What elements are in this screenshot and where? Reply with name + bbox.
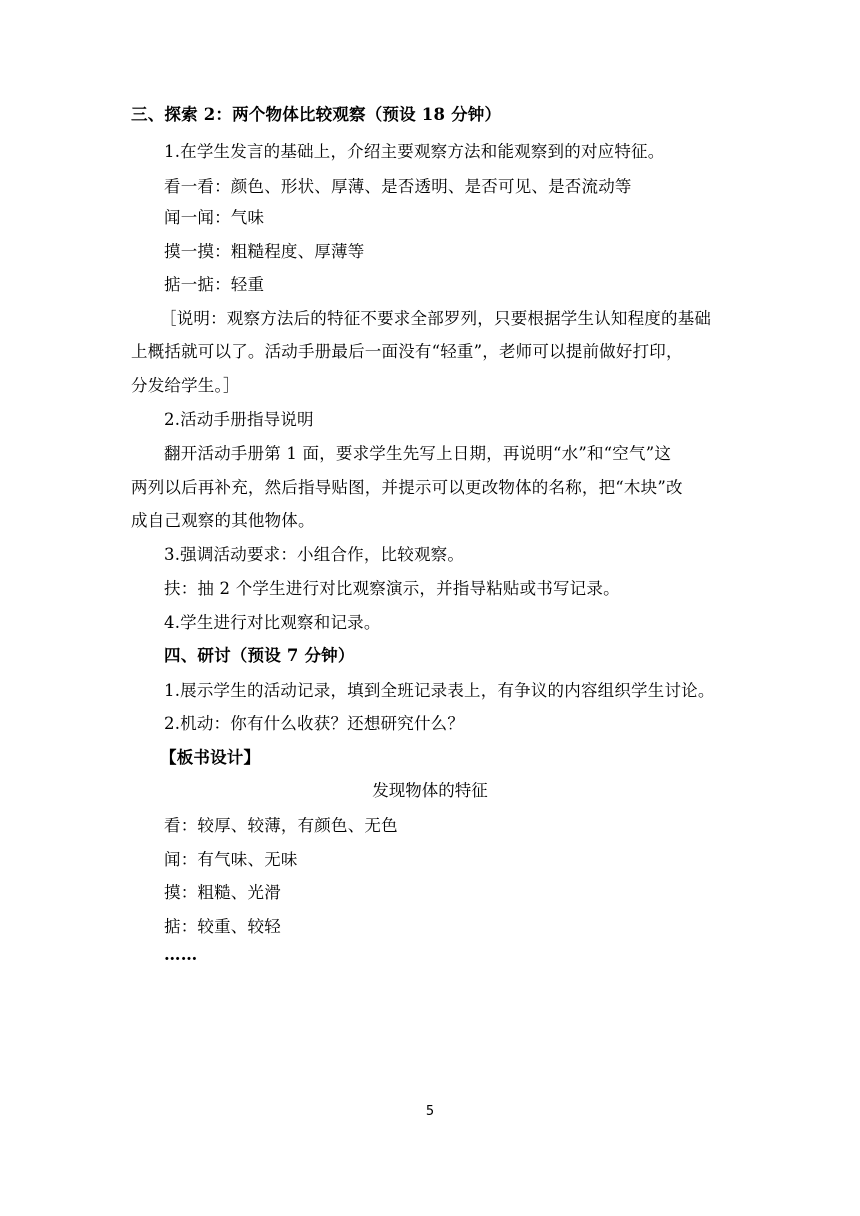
page-number: 5 xyxy=(425,1104,435,1119)
section4-heading: 四、研讨（预设 7 分钟） xyxy=(164,646,355,665)
note-line-1: ［说明：观察方法后的特征不要求全部罗列，只要根据学生认知程度的基础 xyxy=(160,309,712,328)
item2-line-2: 两列以后再补充，然后指导贴图，并提示可以更改物体的名称，把“木块”改 xyxy=(131,478,683,497)
board-touch: 摸：粗糙、光滑 xyxy=(164,883,281,902)
board-look: 看：较厚、较薄，有颜色、无色 xyxy=(164,816,398,835)
observe-smell: 闻一闻：气味 xyxy=(164,208,265,227)
observe-look: 看一看：颜色、形状、厚薄、是否透明、是否可见、是否流动等 xyxy=(164,177,632,196)
board-ellipsis: …… xyxy=(164,945,198,964)
section4-item2: 2.机动：你有什么收获？还想研究什么？ xyxy=(164,714,465,733)
note-line-2: 上概括就可以了。活动手册最后一面没有“轻重”，老师可以提前做好打印， xyxy=(131,342,683,361)
board-title: 发现物体的特征 xyxy=(372,781,488,800)
section3-item2: 2.活动手册指导说明 xyxy=(164,410,314,429)
item2-line-1: 翻开活动手册第 1 面，要求学生先写上日期，再说明“水”和“空气”这 xyxy=(164,444,672,463)
note-line-3: 分发给学生。］ xyxy=(131,376,240,395)
section3-item3: 3.强调活动要求：小组合作，比较观察。 xyxy=(164,545,465,564)
board-smell: 闻：有气味、无味 xyxy=(164,850,298,869)
observe-touch: 摸一摸：粗糙程度、厚薄等 xyxy=(164,242,365,261)
section3-heading: 三、探索 2：两个物体比较观察（预设 18 分钟） xyxy=(131,105,502,124)
board-heading: 【板书设计】 xyxy=(160,748,261,767)
board-weigh: 掂：较重、较轻 xyxy=(164,917,281,936)
observe-weigh: 掂一掂：轻重 xyxy=(164,275,265,294)
item2-line-3: 成自己观察的其他物体。 xyxy=(131,511,315,530)
support-line: 扶：抽 2 个学生进行对比观察演示，并指导粘贴或书写记录。 xyxy=(164,579,620,598)
section3-item1: 1.在学生发言的基础上，介绍主要观察方法和能观察到的对应特征。 xyxy=(164,142,665,161)
section4-item1: 1.展示学生的活动记录，填到全班记录表上，有争议的内容组织学生讨论。 xyxy=(164,681,715,700)
section3-item4: 4.学生进行对比观察和记录。 xyxy=(164,613,381,632)
